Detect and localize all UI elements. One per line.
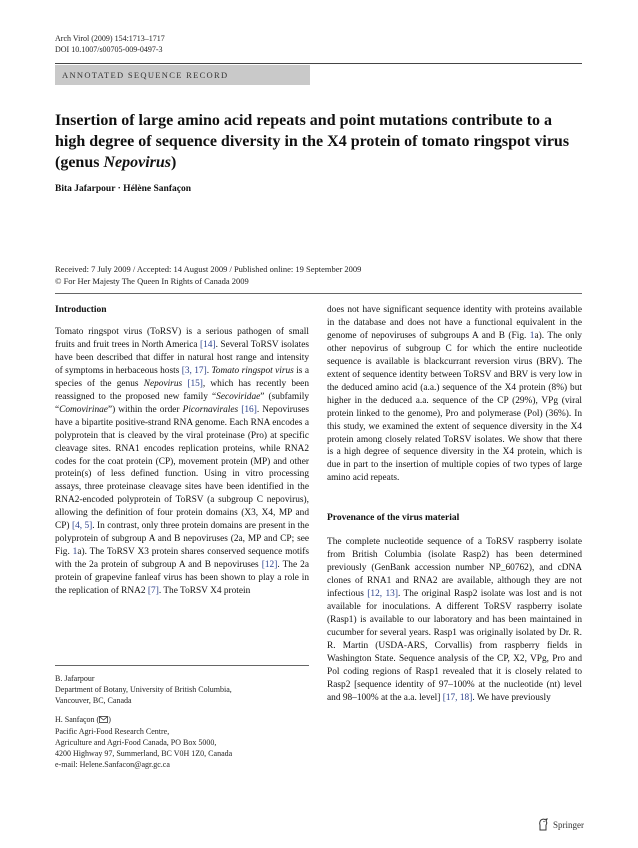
article-title <box>55 110 575 173</box>
body-text: . In contrast, only three protein domains are present in the polyprotein of subgroup A and B nepoviruses (2a, MP and CP; see Fig. <box>55 521 309 558</box>
article-dates: Received: 7 July 2009 / Accepted: 14 August 2009 / Published online: 19 September 2009 <box>55 264 362 274</box>
record-type-banner: ANNOTATED SEQUENCE RECORD <box>55 65 310 85</box>
body-text: , which has recently been reassigned to the proposed new family “ <box>55 378 309 402</box>
italic-term: Comovirinae <box>59 404 108 415</box>
author2-org2: Agriculture and Agri-Food Canada, PO Box 5000, <box>55 738 217 747</box>
citation-link[interactable]: [16] <box>241 404 257 415</box>
body-text: . Several ToRSV isolates have been described that differ in natural host range and intensity of symptoms in herbaceous hosts <box>55 339 309 376</box>
citation-link[interactable]: 1 <box>72 547 78 558</box>
author1-city: Vancouver, BC, Canada <box>55 696 132 705</box>
journal-citation: Arch Virol (2009) 154:1713–1717 <box>55 34 165 43</box>
author-affiliations <box>55 673 309 770</box>
doi[interactable]: DOI 10.1007/s00705-009-0497-3 <box>55 45 163 54</box>
title-text: Insertion of large amino acid repeats and point mutations contribute to a high degree of sequence diversity in the X4 protein of tomato ringspot virus (genus <box>55 112 570 171</box>
italic-term: Secoviridae <box>216 391 261 402</box>
body-text: is a species of the genus <box>55 365 309 389</box>
author2-name: H. Sanfaçon ( <box>55 715 100 724</box>
continuation-paragraph <box>327 304 582 485</box>
body-text: . The original Rasp2 isolate was lost and is not available for inoculations. A different ToRSV raspberry isolate (Rasp1) is available to our laboratory and has been maintained in cucumber for several years. Rasp1 was originally isolated by Dr. R. R. Martin (USDA-ARS, Corvallis) from raspberry fields in Washington State. Sequence analysis of the CP, X2, VPg, Pro and Pol coding regions of Rasp1 revealed that it is closely related to Rasp2 [sequence identity of 97–100% at the nucleotide (nt) level and 98–100% at the a.a. level] <box>327 589 582 703</box>
author1-name: B. Jafarpour <box>55 674 95 683</box>
author2-name-close: ) <box>108 715 111 724</box>
citation-link[interactable]: [17, 18] <box>442 692 473 703</box>
author2-email[interactable]: e-mail: Helene.Sanfacon@agr.gc.ca <box>55 760 170 769</box>
citation-link[interactable]: 1 <box>529 330 535 341</box>
body-text: . The ToRSV X4 protein <box>158 586 251 597</box>
introduction-heading: Introduction <box>55 305 107 315</box>
author2-address: 4200 Highway 97, Summerland, BC V0H 1Z0, Canada <box>55 749 233 758</box>
author-list: Bita Jafarpour · Hélène Sanfaçon <box>55 184 191 194</box>
citation-link[interactable]: [12, 13] <box>367 589 398 600</box>
header-divider <box>55 63 582 64</box>
body-text: ” (subfamily “ <box>55 391 310 415</box>
citation-link[interactable]: [3, 17] <box>181 365 207 376</box>
body-text: does not have significant sequence identity with proteins available in the database and does not have a functional equivalent in the genome of nepoviruses of subgroups A and B (Fig. <box>327 305 582 341</box>
publication-history <box>55 264 361 287</box>
body-text: a). The only other nepovirus of subgroup C for which the entire nucleotide sequence is available is blackcurrant reversion virus (BRV). The extent of sequence identity between ToRSV and BRV is very low in the deduced amino acid (a.a.) sequence of the X4 protein (8%) but higher in the deduced a.a. sequence of the CP (29%), VPg (viral protein linked to the genome), Pro and polymerase (Pol) (36%). In this study, we examined the extent of sequence diversity in the X4 protein among closely related ToRSV isolates. We show that there is a high degree of sequence diversity in the X4 protein, which is due in part to the insertion of multiple copies of two types of large amino acid repeats. <box>327 330 582 484</box>
publisher-mark <box>537 818 584 831</box>
italic-term: Picornavirales <box>182 404 239 415</box>
body-text: . The 2a protein of grapevine fanleaf virus has been shown to play a role in the replication of RNA2 <box>55 560 309 597</box>
italic-term: Tomato ringspot virus <box>211 365 294 376</box>
title-genus: Nepovirus <box>103 154 172 171</box>
body-text: Tomato ringspot virus (ToRSV) is a serious pathogen of small fruits and fruit trees in North America <box>55 327 309 350</box>
springer-horse-icon <box>537 818 549 831</box>
envelope-icon[interactable] <box>99 715 108 726</box>
body-text: ”) within the order <box>107 404 183 415</box>
citation-link[interactable]: [7] <box>147 586 159 597</box>
springer-wordmark: Springer <box>553 819 584 830</box>
provenance-heading: Provenance of the virus material <box>327 513 460 524</box>
body-text: . Nepoviruses have a bipartite positive-strand RNA genome. Each RNA encodes a polyprotein that is cleaved by the viral proteinase (Pro) at specific cleavage sites. RNA1 encodes replication proteins, while RNA2 codes for the coat protein (CP), movement protein (MP) and other protein(s) of less defined function. Using in vitro processing assays, three proteinase cleavage sites have been identified in the RNA2-encoded polyprotein of ToRSV (a subgroup C nepovirus), allowing the definition of four protein domains (X3, X4, MP and CP) <box>55 404 309 532</box>
author1-department: Department of Botany, University of British Columbia, <box>55 685 232 694</box>
copyright-notice: © For Her Majesty The Queen In Rights of Canada 2009 <box>55 275 249 286</box>
italic-term: Nepovirus <box>143 378 183 389</box>
body-text: The complete nucleotide sequence of a ToRSV raspberry isolate from British Columbia (isolate Rasp2) has been determined previously (GenBank accession number NP_60762), and cDNA clones of RNA1 and RNA2 are available, although they are not infectious <box>327 537 582 600</box>
title-end: ) <box>171 154 177 171</box>
section-divider <box>55 293 582 294</box>
body-text: . <box>206 365 212 376</box>
introduction-paragraph <box>55 326 309 598</box>
citation-link[interactable]: [12] <box>261 560 278 571</box>
affiliation-divider <box>55 665 309 666</box>
body-text: a). The ToRSV X3 protein shares conserved sequence motifs with the 2a protein of subgroup A and B nepoviruses <box>55 547 309 571</box>
right-column <box>327 304 582 705</box>
citation-link[interactable]: [4, 5] <box>71 521 93 532</box>
body-text: . We have previously <box>472 692 551 703</box>
citation-link[interactable]: [15] <box>187 378 203 389</box>
author2-org1: Pacific Agri-Food Research Centre, <box>55 727 170 736</box>
author2-name-line <box>55 714 309 726</box>
provenance-paragraph <box>327 536 582 704</box>
citation-link[interactable]: [14] <box>200 339 216 350</box>
left-column <box>55 304 309 598</box>
journal-citation-block <box>55 33 165 55</box>
